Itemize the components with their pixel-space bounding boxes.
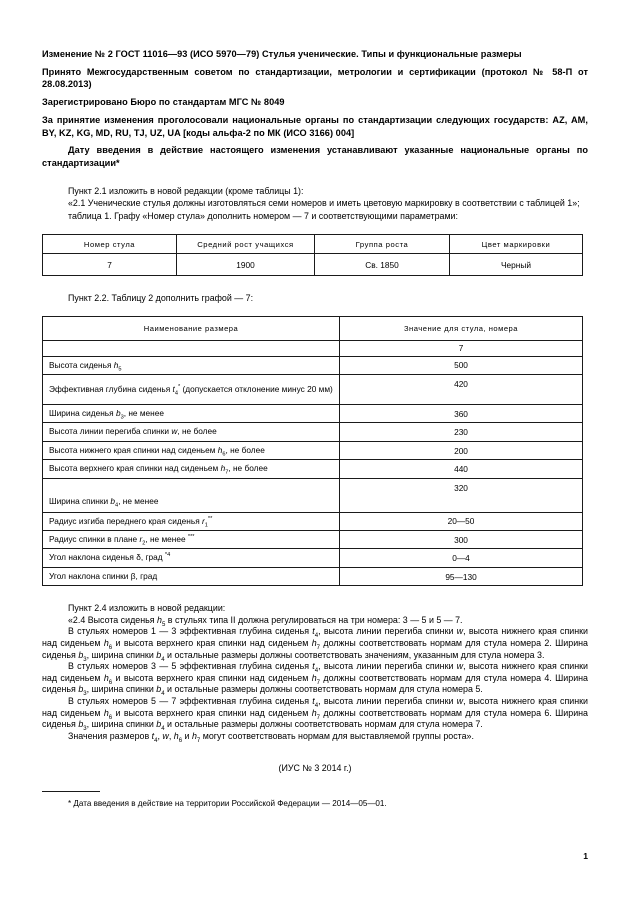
footnote-text: * Дата введения в действие на территории Российской Федерации — 2014—05—01. <box>68 799 387 809</box>
table-2-label-seat-tilt-angle: Угол наклона сиденья δ, град $^{*4}$ <box>43 549 340 567</box>
table-1-col-height-group: Группа роста <box>315 235 450 254</box>
table-2-value-backrest-bend-line-height: 230 <box>340 423 583 441</box>
table-2-label-front-edge-bend-radius: Радиус изгиба переднего края сиденья $r_1^{**}$ <box>43 512 340 530</box>
table-row <box>43 460 583 478</box>
section-2-4-lead: Пункт 2.4 изложить в новой редакции: <box>68 603 226 614</box>
table-1-cell-height-group: Св. 1850 <box>315 254 450 276</box>
page-number: 1 <box>583 851 588 861</box>
table-2-label-effective-seat-depth: Эффективная глубина сиденья $t_4^*$ (допускается отклонение минус 20 мм) <box>43 375 340 405</box>
table-2-label-backrest-plan-radius: Радиус спинки в плане $r_2$, не менее *** <box>43 531 340 549</box>
table-2-value-seat-height: 500 <box>340 356 583 374</box>
heading-line-registered: Зарегистрировано Бюро по стандартам МГС № 8049 <box>42 97 285 108</box>
table-1-col-chair-number: Номер стула <box>43 235 177 254</box>
section-2-2 <box>42 293 588 305</box>
document-heading <box>42 48 588 169</box>
table-1-chair-numbers <box>42 234 583 276</box>
table-row <box>43 478 583 512</box>
section-2-4-paragraph-4: В стульях номеров 5 — 7 эффективная глубина сиденья $t_4$, высота линии перегиба спинки w, высота нижнего края спинки над сиденьем $h_6$ и высота верхнего края спинки над сиденьем $h_7$ должны соответствовать нормам для стула номера 6. Ширина сиденья $b_3$, ширина спинки $b_4$ и остальные размеры должны соответствовать нормам для стула номера 7. <box>42 696 588 732</box>
table-2-label-backrest-bend-line-height: Высота линии перегиба спинки w, не более <box>43 423 340 441</box>
heading-line-title: Изменение № 2 ГОСТ 11016—93 (ИСО 5970—79) Стулья ученические. Типы и функциональные размеры <box>42 49 522 59</box>
table-1-header-row <box>43 235 583 254</box>
table-2-col-dimension-name: Наименование размера <box>43 316 340 340</box>
table-row <box>43 549 583 567</box>
table-2-label-seat-height: Высота сиденья $h_5$ <box>43 356 340 374</box>
table-1-cell-marking-color: Черный <box>450 254 583 276</box>
table-2-value-backrest-plan-radius: 300 <box>340 531 583 549</box>
table-2-dimensions <box>42 316 583 587</box>
section-2-1-quote: «2.1 Ученические стулья должны изготовляться семи номеров и иметь цветовую маркировку в соответствии с таблицей 1»; <box>68 197 580 208</box>
table-2-col-value-for-chair: Значение для стула, номера <box>340 316 583 340</box>
heading-line-votes: За принятие изменения проголосовали национальные органы по стандартизации следующих государств: AZ, AM, BY, KZ, KG, MD, RU, TJ, UZ, UA [коды альфа-2 по МК (ИСО 3166) 004] <box>42 115 588 138</box>
table-2-header-row <box>43 316 583 340</box>
table-row <box>43 423 583 441</box>
table-row <box>43 531 583 549</box>
section-2-2-lead: Пункт 2.2. Таблицу 2 дополнить графой — 7: <box>68 293 254 304</box>
section-2-4-paragraph-3: В стульях номеров 3 — 5 эффективная глубина сиденья $t_4$, высота линии перегиба спинки w, высота нижнего края спинки над сиденьем $h_6$ и высота верхнего края спинки над сиденьем $h_7$ должны соответствовать нормам для стула номера 4. Ширина сиденья $b_3$, ширина спинки $b_4$ и остальные размеры должны соответствовать нормам для стула номера 5. <box>42 661 588 698</box>
table-1-cell-chair-number: 7 <box>43 254 177 276</box>
table-2-label-seat-width: Ширина сиденья $b_3$, не менее <box>43 405 340 423</box>
heading-line-effective-date: Дату введения в действие настоящего изменения устанавливают указанные национальные органы по стандартизации* <box>42 145 588 168</box>
table-2-value-seat-tilt-angle: 0—4 <box>340 549 583 567</box>
table-2-subheader-chair-number: 7 <box>340 340 583 356</box>
table-row <box>43 356 583 374</box>
table-2-value-backrest-width: 320 <box>340 478 583 512</box>
table-2-subheader-row <box>43 340 583 356</box>
section-2-1 <box>42 186 588 223</box>
table-row <box>43 254 583 276</box>
section-2-1-table-note: таблица 1. Графу «Номер стула» дополнить номером — 7 и соответствующими параметрами: <box>68 211 458 222</box>
section-2-4 <box>42 603 588 742</box>
section-2-4-paragraph-5: Значения размеров $t_4$, w, $h_6$ и $h_7$ могут соответствовать нормам для выставляемой группы роста». <box>68 730 474 744</box>
table-2-value-lower-backrest-edge-height: 200 <box>340 441 583 459</box>
table-row <box>43 441 583 459</box>
table-2-value-front-edge-bend-radius: 20—50 <box>340 512 583 530</box>
table-row <box>43 405 583 423</box>
table-row <box>43 512 583 530</box>
table-2-value-effective-seat-depth: 420 <box>340 375 583 405</box>
table-2-label-backrest-width: Ширина спинки $b_4$, не менее <box>43 478 340 512</box>
section-2-1-lead: Пункт 2.1 изложить в новой редакции (кроме таблицы 1): <box>68 186 304 197</box>
table-row <box>43 375 583 405</box>
ius-reference: (ИУС № 3 2014 г.) <box>278 763 352 774</box>
table-1-col-marking-color: Цвет маркировки <box>450 235 583 254</box>
table-row <box>43 567 583 585</box>
table-2-subheader-blank <box>43 340 340 356</box>
section-2-4-paragraph-1: «2.4 Высота сиденья $h_5$ в стульях типа II должна регулироваться на три номера: 3 — 5 и 5 — 7. <box>68 614 463 628</box>
table-2-label-upper-backrest-edge-height: Высота верхнего края спинки над сиденьем $h_7$, не более <box>43 460 340 478</box>
table-1-cell-average-height: 1900 <box>177 254 315 276</box>
table-1-col-average-height: Средний рост учащихся <box>177 235 315 254</box>
section-2-4-paragraph-2: В стульях номеров 1 — 3 эффективная глубина сиденья $t_4$, высота линии перегиба спинки w, высота нижнего края спинки над сиденьем $h_6$ и высота верхнего края спинки над сиденьем $h_7$ должны соответствовать нормам для стула номера 2. Ширина сиденья $b_3$, ширина спинки $b_4$ и остальные размеры должны соответствовать значениям, указанным для стула номера 3. <box>42 626 588 663</box>
table-2-value-seat-width: 360 <box>340 405 583 423</box>
table-2-value-backrest-tilt-angle: 95—130 <box>340 567 583 585</box>
table-2-label-backrest-tilt-angle: Угол наклона спинки β, град <box>43 567 340 585</box>
table-2-label-lower-backrest-edge-height: Высота нижнего края спинки над сиденьем $h_6$, не более <box>43 441 340 459</box>
footnote-divider <box>42 791 100 792</box>
heading-line-adopted: Принято Межгосударственным советом по стандартизации, метрологии и сертификации (протокол № 58-П от 28.08.2013) <box>42 66 588 90</box>
table-2-value-upper-backrest-edge-height: 440 <box>340 460 583 478</box>
